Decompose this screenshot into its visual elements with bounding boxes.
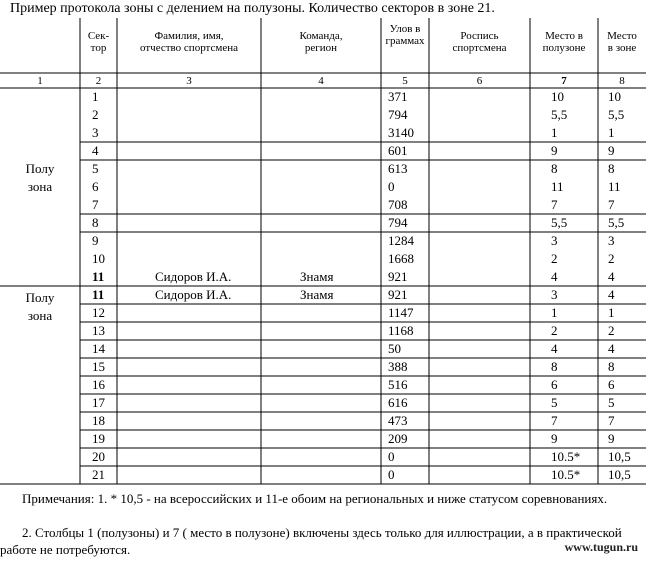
place-in-halfzone: 4 [551, 269, 558, 284]
column-header: Сек- тор [87, 30, 110, 54]
place-in-zone: 8 [608, 161, 615, 176]
place-in-zone: 10 [608, 89, 621, 104]
catch-grams: 516 [388, 377, 408, 392]
catch-grams: 1668 [388, 251, 414, 266]
column-header: Место в полузоне [542, 30, 586, 54]
sector-number: 5 [92, 161, 99, 176]
column-header: Фамилия, имя, отчество спортсмена [140, 30, 238, 54]
catch-grams: 921 [388, 269, 408, 284]
place-in-zone: 2 [608, 251, 615, 266]
sector-number: 16 [92, 377, 105, 392]
place-in-halfzone: 10.5* [551, 449, 581, 464]
column-number: 8 [619, 75, 625, 87]
column-number: 4 [318, 75, 324, 87]
sector-number: 4 [92, 143, 99, 158]
place-in-zone: 10,5 [608, 467, 631, 482]
athlete-name: Сидоров И.А. [155, 287, 232, 302]
place-in-halfzone: 2 [551, 251, 558, 266]
place-in-zone: 7 [608, 197, 615, 212]
place-in-zone: 7 [608, 413, 615, 428]
athlete-name: Сидоров И.А. [155, 269, 232, 284]
column-header: Улов в граммах [385, 23, 425, 47]
sector-number: 6 [92, 179, 99, 194]
catch-grams: 0 [388, 449, 395, 464]
column-number: 7 [561, 75, 567, 87]
column-header: Команда, регион [299, 30, 343, 54]
catch-grams: 794 [388, 215, 408, 230]
place-in-halfzone: 3 [551, 233, 558, 248]
place-in-zone: 4 [608, 341, 615, 356]
place-in-zone: 1 [608, 125, 615, 140]
catch-grams: 371 [388, 89, 408, 104]
place-in-zone: 2 [608, 323, 615, 338]
place-in-halfzone: 6 [551, 377, 558, 392]
place-in-zone: 6 [608, 377, 615, 392]
site-watermark: www.tugun.ru [564, 540, 638, 554]
place-in-halfzone: 9 [551, 431, 558, 446]
place-in-halfzone: 2 [551, 323, 558, 338]
catch-grams: 1147 [388, 305, 414, 320]
place-in-zone: 5,5 [608, 215, 625, 230]
place-in-halfzone: 8 [551, 359, 558, 374]
place-in-halfzone: 1 [551, 125, 558, 140]
catch-grams: 921 [388, 287, 408, 302]
sector-number: 10 [92, 251, 105, 266]
place-in-halfzone: 8 [551, 161, 558, 176]
place-in-halfzone: 9 [551, 143, 558, 158]
team-name: Знамя [300, 287, 334, 302]
catch-grams: 708 [388, 197, 408, 212]
sector-number: 7 [92, 197, 99, 212]
place-in-halfzone: 11 [551, 179, 564, 194]
halfzone-label: Полу зона [25, 161, 55, 194]
sector-number: 3 [92, 125, 99, 140]
place-in-halfzone: 5,5 [551, 107, 568, 122]
catch-grams: 613 [388, 161, 408, 176]
catch-grams: 209 [388, 431, 408, 446]
team-name: Знамя [300, 269, 334, 284]
sector-number: 9 [92, 233, 99, 248]
place-in-zone: 5,5 [608, 107, 625, 122]
sector-number: 15 [92, 359, 105, 374]
halfzone-label: Полу зона [25, 290, 55, 323]
catch-grams: 1284 [388, 233, 414, 248]
protocol-caption: Пример протокола зоны с делением на полузоны. Количество секторов в зоне 21. [10, 1, 495, 16]
sector-number: 14 [92, 341, 105, 356]
place-in-zone: 5 [608, 395, 615, 410]
catch-grams: 50 [388, 341, 401, 356]
sector-number: 2 [92, 107, 99, 122]
catch-grams: 0 [388, 179, 395, 194]
sector-number: 19 [92, 431, 105, 446]
column-number: 6 [476, 75, 483, 87]
sector-number: 11 [92, 287, 105, 302]
place-in-zone: 9 [608, 431, 615, 446]
note-first: Примечания: 1. * 10,5 - на всероссийских и 11-е обоим на региональных и ниже статусом соревнованиях. [22, 491, 608, 506]
catch-grams: 3140 [388, 125, 414, 140]
catch-grams: 388 [388, 359, 408, 374]
sector-number: 1 [92, 89, 99, 104]
catch-grams: 1168 [388, 323, 414, 338]
place-in-zone: 11 [608, 179, 621, 194]
place-in-halfzone: 5 [551, 395, 558, 410]
place-in-zone: 3 [608, 233, 615, 248]
catch-grams: 616 [388, 395, 408, 410]
column-number: 1 [37, 75, 43, 87]
place-in-halfzone: 7 [551, 413, 558, 428]
place-in-zone: 8 [608, 359, 615, 374]
sector-number: 18 [92, 413, 105, 428]
place-in-zone: 4 [608, 287, 615, 302]
place-in-zone: 1 [608, 305, 615, 320]
sector-number: 13 [92, 323, 105, 338]
column-number: 2 [95, 75, 102, 87]
catch-grams: 601 [388, 143, 408, 158]
column-header: Место в зоне [607, 30, 637, 54]
place-in-halfzone: 5,5 [551, 215, 568, 230]
catch-grams: 0 [388, 467, 395, 482]
sector-number: 17 [92, 395, 105, 410]
sector-number: 21 [92, 467, 105, 482]
place-in-zone: 4 [608, 269, 615, 284]
place-in-halfzone: 3 [551, 287, 558, 302]
place-in-zone: 10,5 [608, 449, 631, 464]
sector-number: 11 [92, 269, 105, 284]
column-number: 3 [186, 75, 192, 87]
note-second: 2. Столбцы 1 (полузоны) и 7 ( место в полузоне) включены здесь только для иллюстрации, а в практической работе не потребуются. [0, 525, 622, 557]
column-number: 5 [402, 75, 408, 87]
sector-number: 20 [92, 449, 105, 464]
place-in-halfzone: 1 [551, 305, 558, 320]
place-in-halfzone: 10 [551, 89, 564, 104]
catch-grams: 473 [388, 413, 408, 428]
catch-grams: 794 [388, 107, 408, 122]
sector-number: 12 [92, 305, 105, 320]
place-in-zone: 9 [608, 143, 615, 158]
column-header: Роспись спортсмена [452, 30, 507, 54]
place-in-halfzone: 7 [551, 197, 558, 212]
sector-number: 8 [92, 215, 99, 230]
place-in-halfzone: 4 [551, 341, 558, 356]
place-in-halfzone: 10.5* [551, 467, 581, 482]
